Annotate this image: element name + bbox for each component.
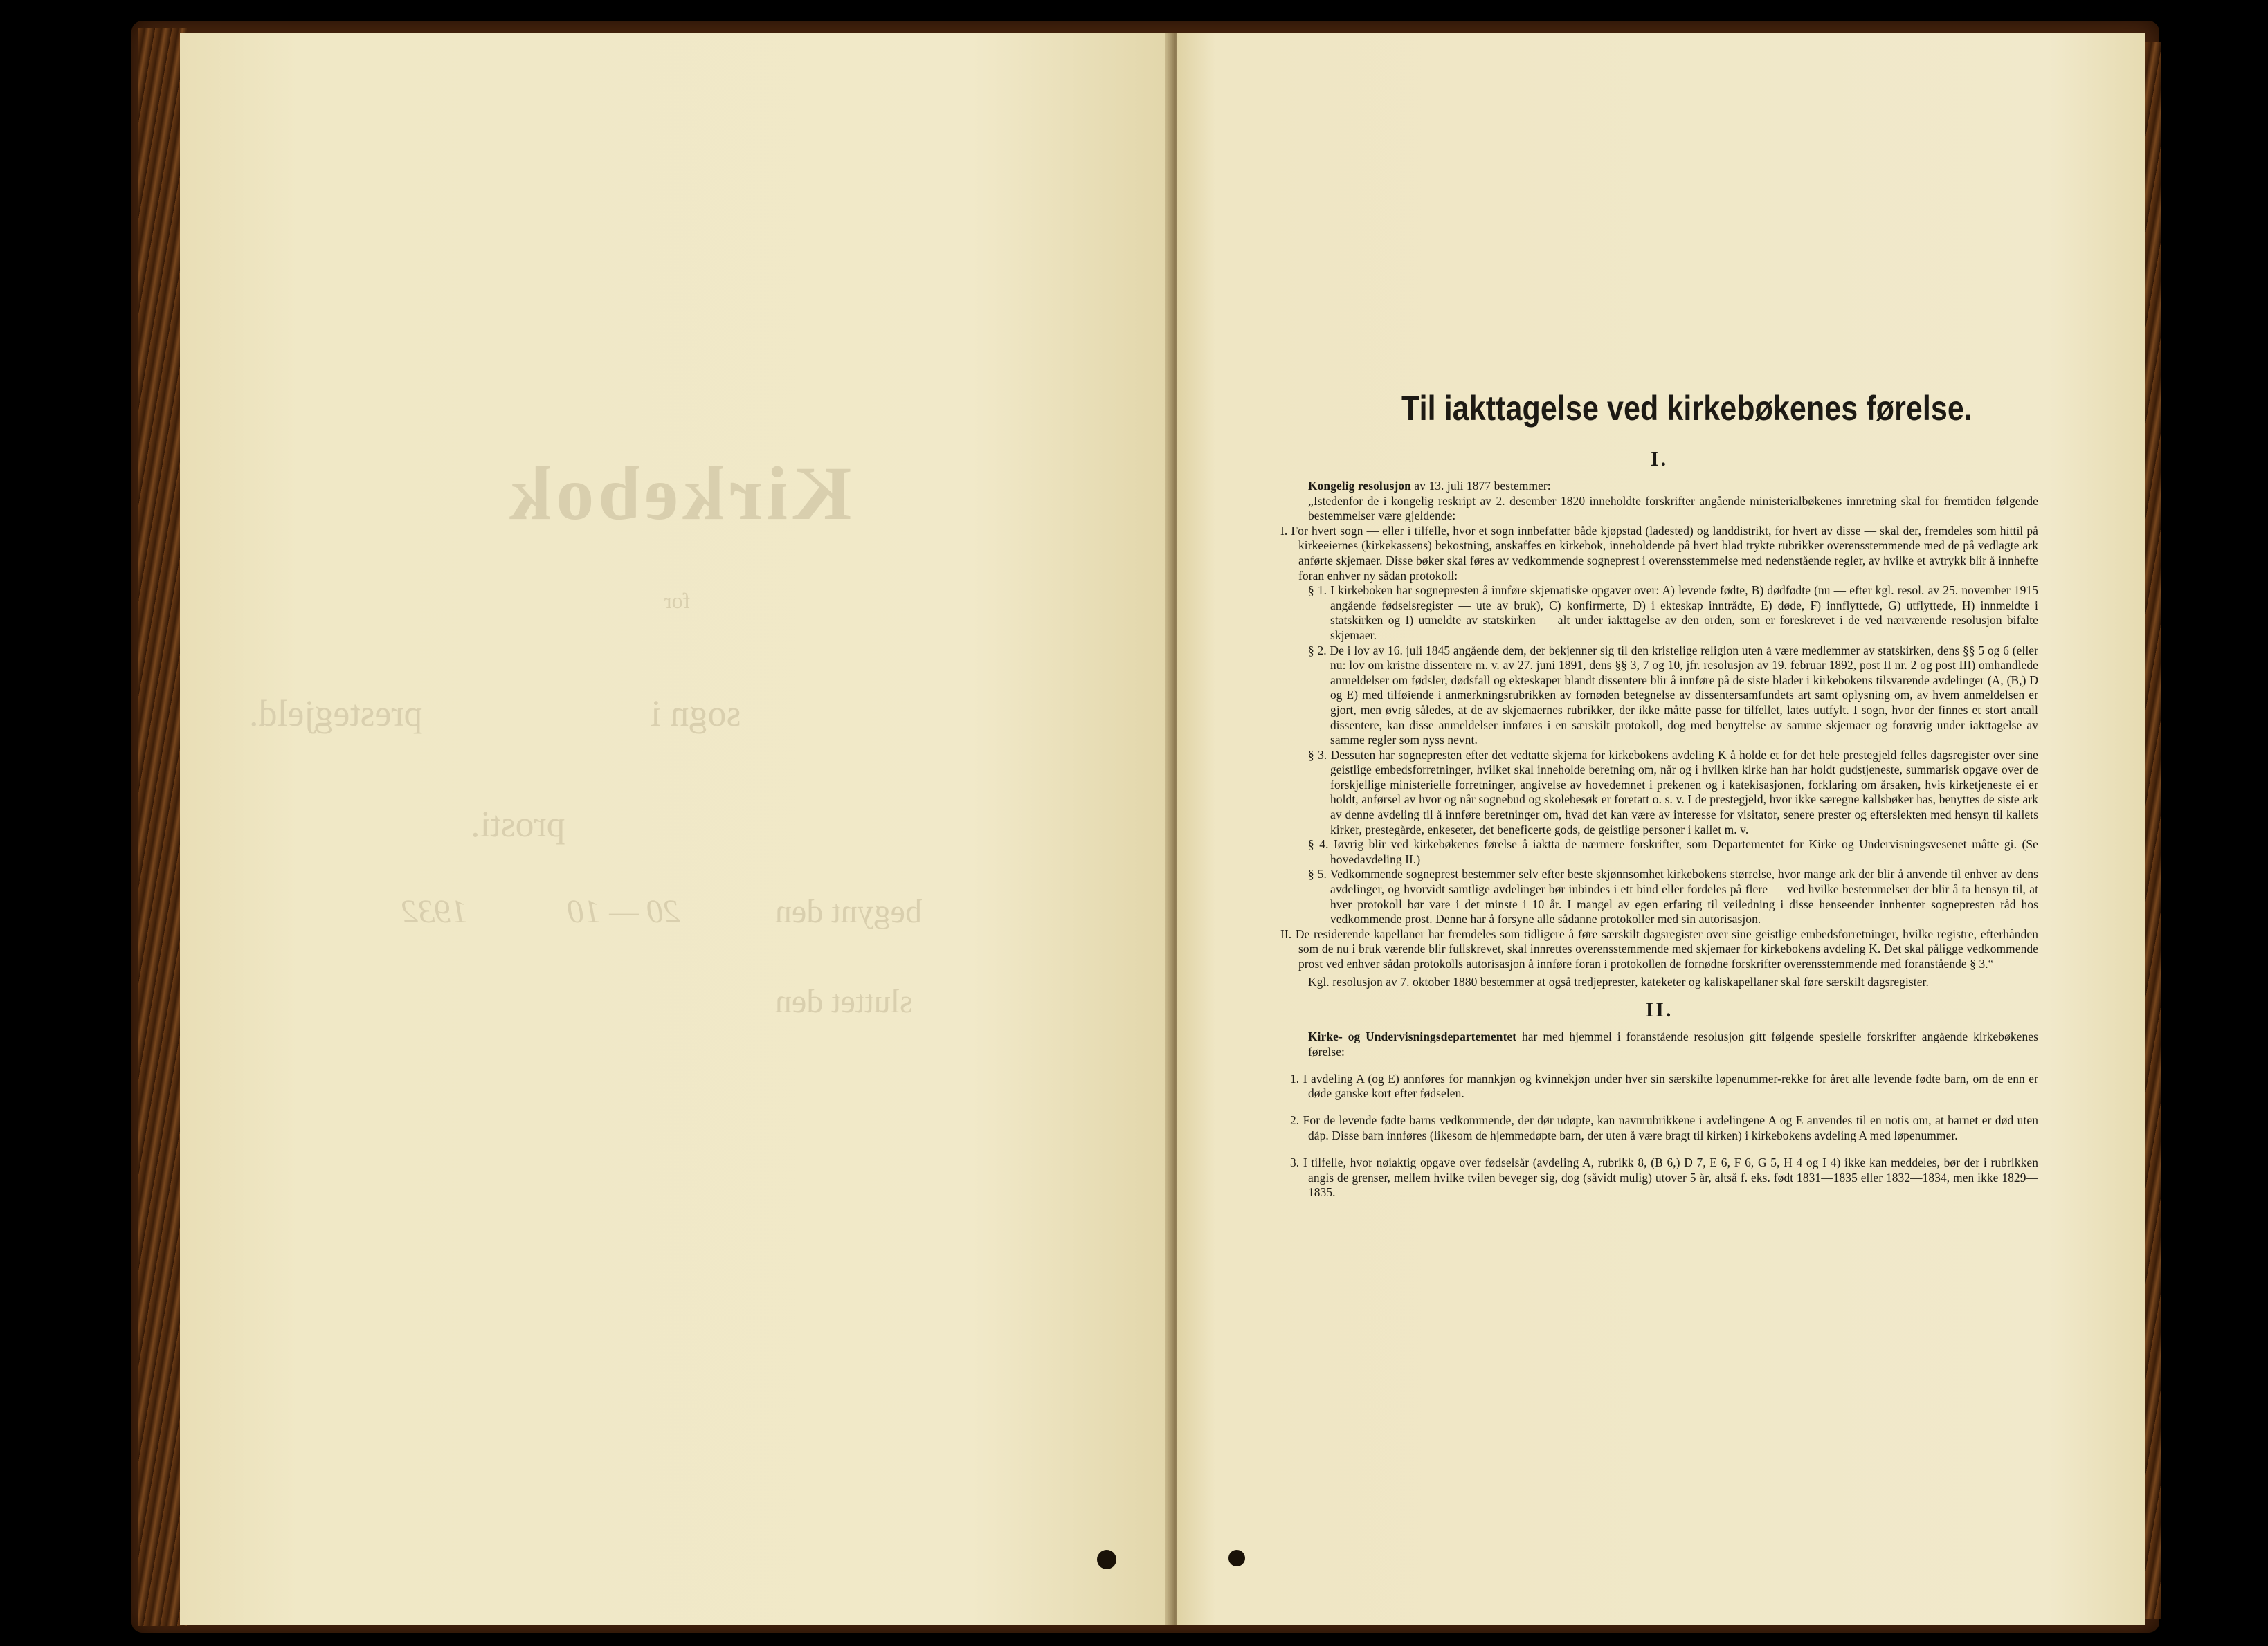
- left-page-ghost-date: 20 — 10: [568, 893, 680, 930]
- item-roman-2: II. De residerende kapellaner har fremdeles som tidligere å føre særskilt dagsregister over sine geistlige embedsforretninger, hvilke registre, efterhånden som de nu i bruk værende blir fullskrevet, skal innrettes overensstemmende med skjemaer for kirkebokens avdeling K. Det skal påligge vedkommende prost ved enhver sådan protokolls autorisasjon å innføre foran i protokollen de fornødne forskrifter overensstemmende med foranstående § 3.“: [1280, 926, 2038, 971]
- left-page-ghost-title: Kirkebok: [505, 451, 852, 536]
- binding-hole-right: [1228, 1550, 1245, 1566]
- list-item-1: 1. I avdeling A (og E) annføres for mannkjøn og kvinnekjøn under hver sin særskilte løpenummer-rekke for året alle levende fødte barn, om de enn er døde ganske kort efter fødselen.: [1290, 1071, 2038, 1101]
- intro-label: Kongelig resolusjon: [1308, 479, 1411, 493]
- item-roman-1: I. For hvert sogn — eller i tilfelle, hvor et sogn innbefatter både kjøpstad (ladested) og landdistrikt, for hvert av disse — skal der, fremdeles som hittil på kirkeeiernes (kirkekassens) bekostning, anskaffes en kirkebok, inneholdende på hvert blad trykte rubrikker overensstemmende med de på vedlagte ark anførte skjemaer. Disse bøker skal føres av vedkommende sogneprest i overensstemmelse med nedenstående regler, av hvilke et avtrykk blir å innhefte foran enhver ny sådan protokoll:: [1280, 523, 2038, 583]
- paragraph-4: § 4. Iøvrig blir ved kirkebøkenes førelse å iaktta de nærmere forskrifter, som Departementet for Kirke og Undervisningsvesenet måtte gi. (Se hovedavdeling II.): [1308, 837, 2038, 866]
- intro-paragraph: [1280, 479, 2038, 494]
- page-title: Til iakttagelse ved kirkebøkenes førelse.: [1401, 389, 1972, 428]
- list-item-3: 3. I tilfelle, hvor nøiaktig opgave over fødselsår (avdeling A, rubrikk 8, (B 6,) D 7, E 6, F 6, G 5, H 4 og I 4) ikke kan meddeles, bør der i rubrikken angis de grenser, mellem hvilke tvilen beveger sig, dog (såvidt mulig) utover 5 år, altså f. eks. født 1831—1835 eller 1832—1834, men ikke 1829—1835.: [1290, 1155, 2038, 1200]
- paragraph-5: § 5. Vedkommende sogneprest bestemmer selv efter beste skjønnsomhet kirkebokens størrelse, hvor mange ark der blir å anvende til enhver av dens avdelinger, og hvorvidt samtlige avdelinger bør inbindes i ett bind eller fordeles på flere — ved hvilke bestemmelser der blir å ta hensyn til, at hver protokoll bør vare i det minste i 10 år. I mangel av egen erfaring til veiledning i disse henseender innhenter sognepresten råd hos vedkommende prost. Denne har å forsyne alle sådanne protokoller med sin autorisasjon.: [1308, 867, 2038, 926]
- left-page-ghost-begynt: begynt den: [775, 893, 922, 930]
- intro-rest: av 13. juli 1877 bestemmer:: [1410, 479, 1551, 493]
- left-page-ghost-prosti: prosti.: [471, 803, 565, 845]
- department-rest: har med hjemmel i foranstående resolusjon gitt følgende spesielle forskrifter angående kirkebøkenes førelse:: [1308, 1030, 2038, 1059]
- left-page-ghost-prestegjeld: prestegjeld.: [249, 693, 423, 734]
- left-page-ghost-year: 1932: [401, 893, 468, 930]
- department-intro: [1280, 1030, 2038, 1059]
- list-item-2: 2. For de levende fødte barns vedkommende, der dør udøpte, kan navnrubrikkene i avdelingene A og E anvendes til en notis om, at barnet er død uten dåp. Disse barn innføres (likesom de hjemmedøpte barn, der uten å være bragt til kirken) i kirkebokens avdeling A med løpenummer.: [1290, 1113, 2038, 1142]
- binding-hole-left: [1097, 1550, 1116, 1569]
- left-page-ghost-for: for: [664, 588, 691, 613]
- quote-intro: „Istedenfor de i kongelig reskript av 2. desember 1820 inneholdte forskrifter angående ministerialbøkenes innretning skal for fremtiden følgende bestemmelser være gjeldende:: [1308, 493, 2038, 523]
- cover-marbling-right: [2145, 42, 2161, 1619]
- section-heading-1: I.: [1650, 448, 1669, 470]
- resolution-1880: Kgl. resolusjon av 7. oktober 1880 bestemmer at også tredjeprester, kateketer og kaliskapellaner skal føre særskilt dagsregister.: [1308, 974, 1929, 989]
- paragraph-2: § 2. De i lov av 16. juli 1845 angående dem, der bekjenner sig til den kristelige religion uten å være medlemmer av statskirken, dens §§ 5 og 6 (eller nu: lov om kristne dissentere m. v. av 27. juni 1891, dens §§ 3, 7 og 10, jfr. resolusjon av 19. februar 1892, post II nr. 2 og post III) omhandlede anmeldelser om fødsler, dødsfall og ekteskaper blandt dissentere blir å innføre på de siste blader i kirkebokens tilsvarende avdelinger (A, (B,) D og E) med tilføiende i anmerkningsrubrikken av fornøden betegnelse av dissentersamfundets art samt oplysning om, av hvem anmeldelsen er gjort, men øvrig således, at de av skjemaernes rubrikker, der ikke måtte passe for tilfellet, lates uutfylt. I sogn, hvor der finnes et stort antall dissentere, kan disse anmeldelser innføres i en særskilt protokoll, dog med benyttelse av samme skjemaer og forøvrig under iakttagelse av samme regler som nyss nevnt.: [1308, 643, 2038, 747]
- paragraph-3: § 3. Dessuten har sognepresten efter det vedtatte skjema for kirkebokens avdeling K å holde et for det hele prestegjeld felles dagsregister over sine geistlige embedsforretninger, hvilket skal inneholde beretning om, når og i hvilken kirke han har holdt gudstjeneste, summarisk opgave over de forskjellige ministerielle forretninger, angivelse av hovedemnet i prekenen og i katekisasjonen, forklaring om årsaken, hvis kirketjeneste ei er holdt, anførsel av hvor og når sognebud og skolebesøk er foretatt o. s. v. I de prestegjeld, hvor ikke særegne kallsbøker has, benyttes de siste ark av denne avdeling til å innføre beretninger om, hvad det kan være av interesse for visitator, senere prester og efterslekten med hensyn til kallets kirker, prestegårde, enkeseter, det beneficerte gods, de geistlige personer i kallet m. v.: [1308, 747, 2038, 836]
- left-page-ghost-sluttet: sluttet den: [775, 983, 913, 1020]
- left-page-ghost-sogn: sogn i: [651, 693, 741, 734]
- section-heading-2: II.: [1645, 998, 1673, 1022]
- left-page: [180, 33, 1171, 1625]
- department-label: Kirke- og Undervisningsdepartementet: [1308, 1030, 1517, 1044]
- paragraph-1: § 1. I kirkeboken har sognepresten å innføre skjematiske opgaver over: A) levende fødte, B) dødfødte (nu — efter kgl. resol. av 25. november 1915 angående fødselsregister — ute av bruk), C) konfirmerte, D) i ekteskap inntrådte, E) døde, F) innflyttede, G) utflyttede, H) innmeldte i statskirken og I) utmeldte av statskirken — alt under iakttagelse av den orden, som er foreskrevet i de ved nærværende resolusjon bifalte skjemaer.: [1308, 583, 2038, 642]
- right-page-text: [1280, 387, 2038, 1212]
